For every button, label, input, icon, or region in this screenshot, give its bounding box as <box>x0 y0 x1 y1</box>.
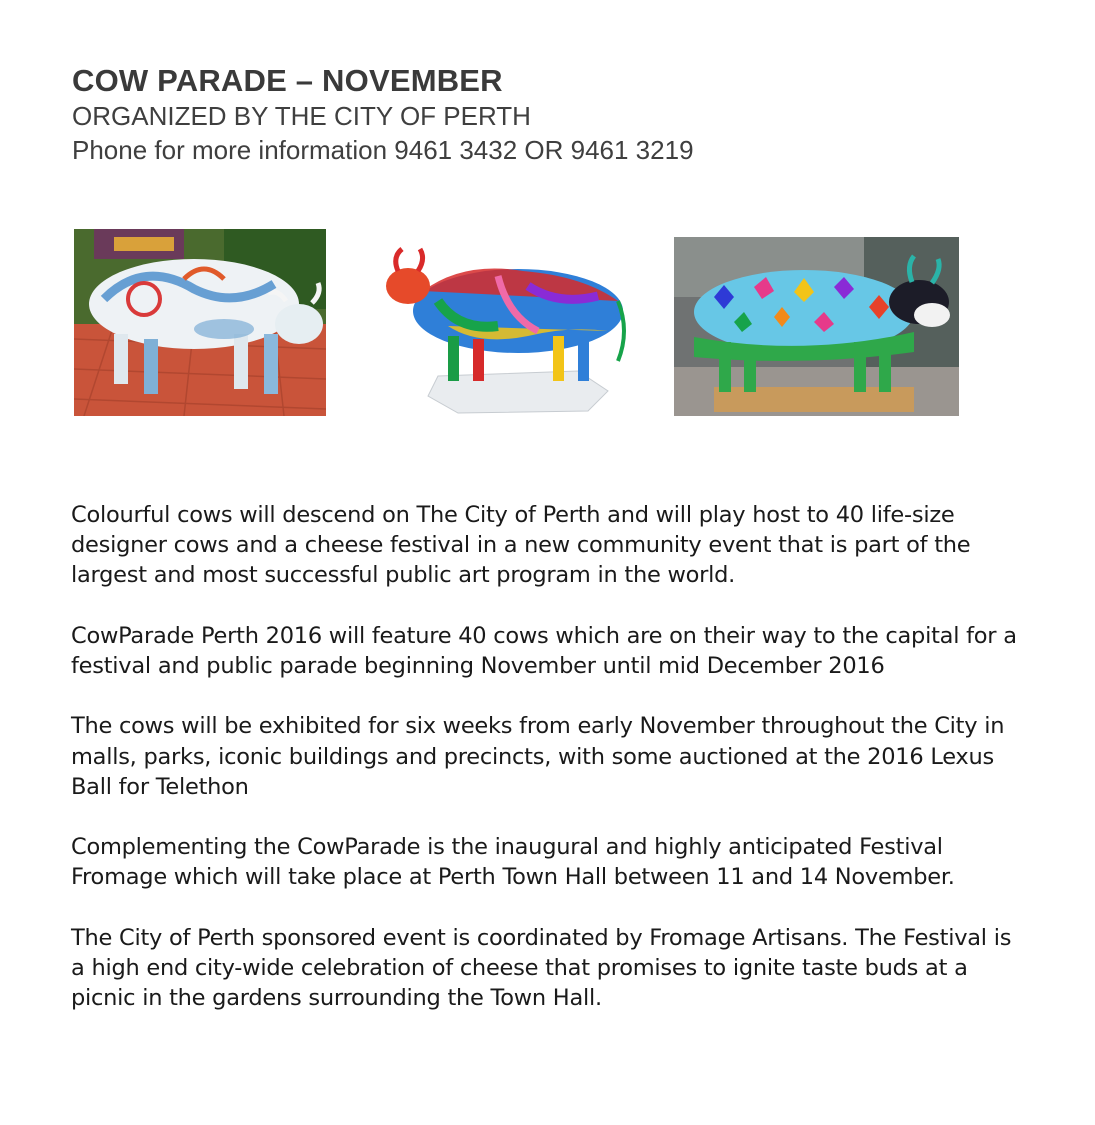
paragraph: The cows will be exhibited for six weeks from early November throughout the City in malls, parks, iconic buildings and precincts, with some auctioned at the 2016 Lexus Ball for Telethon <box>71 713 1005 800</box>
paragraph: Complementing the CowParade is the inaugural and highly anticipated Festival Fromage which will take place at Perth Town Hall between 11 and 14 November. <box>71 834 955 891</box>
phone-line: Phone for more information 9461 3432 OR 9461 3219 <box>72 135 694 165</box>
paragraph: Colourful cows will descend on The City of Perth and will play host to 40 life-size designer cows and a cheese festival in a new community event that is part of the largest and most successful public art program in the world. <box>71 502 971 589</box>
organizer-line: ORGANIZED BY THE CITY OF PERTH <box>72 101 531 131</box>
paragraph: The City of Perth sponsored event is coordinated by Fromage Artisans. The Festival is a high end city-wide celebration of cheese that promises to ignite taste buds at a picnic in the gardens surrounding the Town Hall. <box>71 924 1012 1012</box>
article-body <box>71 500 1031 1044</box>
cow-photo-blue-white <box>74 229 326 416</box>
page-title: COW PARADE – NOVEMBER <box>72 63 503 98</box>
cow-photo-butterflies <box>674 237 959 416</box>
cow-photo-multicolor <box>378 231 638 416</box>
paragraph: CowParade Perth 2016 will feature 40 cows which are on their way to the capital for a festival and public parade beginning November until mid December 2016 <box>71 622 1017 679</box>
